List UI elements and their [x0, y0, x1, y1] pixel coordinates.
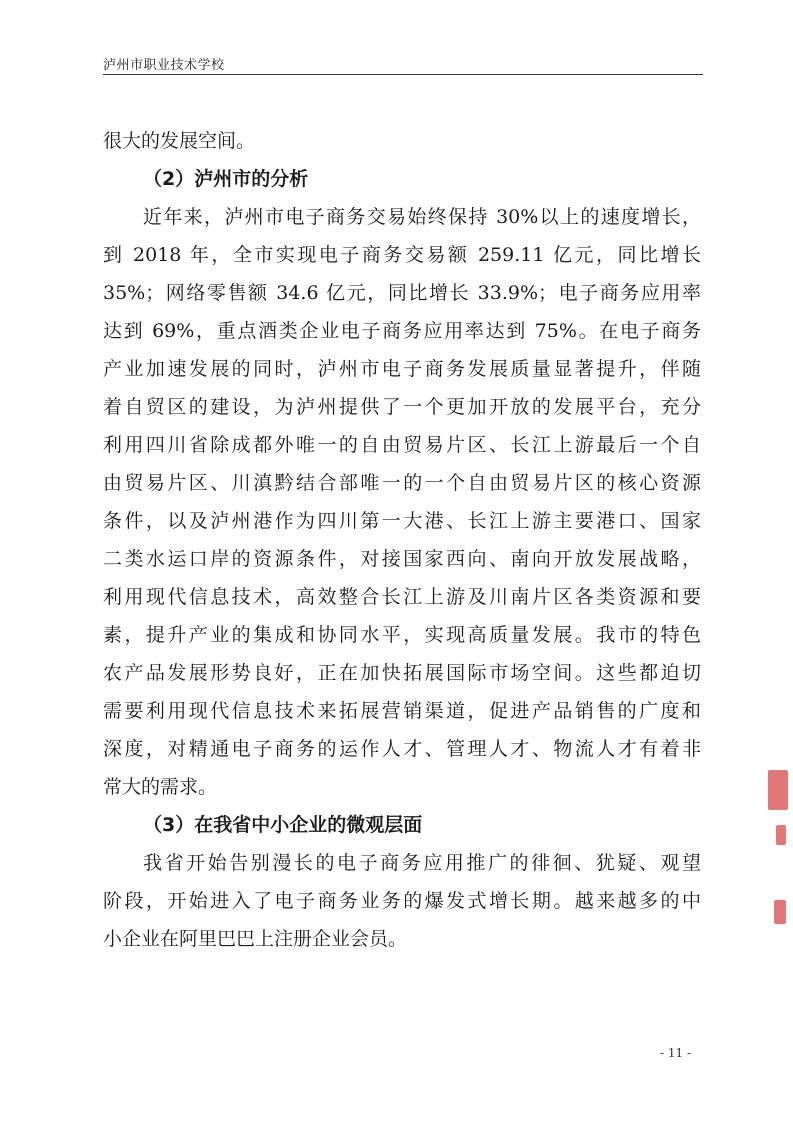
text-line: 素，提升产业的集成和协同水平，实现高质量发展。我市的特色 — [103, 624, 701, 646]
text-line: 很大的发展空间。 — [103, 130, 256, 152]
body-text — [103, 122, 701, 958]
text-line: 产业加速发展的同时，泸州市电子商务发展质量显著提升，伴随 — [103, 358, 701, 380]
stamp-edge-mark — [774, 900, 786, 924]
text-line: 到 2018 年，全市实现电子商务交易额 259.11 亿元，同比增长 — [103, 244, 701, 266]
header-rule — [103, 74, 703, 75]
text-line: 阶段，开始进入了电子商务业务的爆发式增长期。越来越多的中 — [103, 890, 701, 912]
text-line: 35%；网络零售额 34.6 亿元，同比增长 33.9%；电子商务应用率 — [103, 282, 701, 304]
text-line: 条件，以及泸州港作为四川第一大港、长江上游主要港口、国家 — [103, 510, 701, 532]
text-line: 达到 69%，重点酒类企业电子商务应用率达到 75%。在电子商务 — [103, 320, 701, 342]
header-school-name: 泸州市职业技术学校 — [103, 58, 225, 73]
text-line: 利用四川省除成都外唯一的自由贸易片区、长江上游最后一个自 — [103, 434, 701, 456]
text-line: 常大的需求。 — [103, 776, 218, 798]
stamp-edge-mark — [768, 770, 788, 810]
text-line: 近年来，泸州市电子商务交易始终保持 30%以上的速度增长， — [143, 206, 701, 228]
text-line: 由贸易片区、川滇黔结合部唯一的一个自由贸易片区的核心资源 — [103, 472, 701, 494]
text-line: 二类水运口岸的资源条件，对接国家西向、南向开放发展战略， — [103, 548, 701, 570]
section-heading-3: （3）在我省中小企业的微观层面 — [143, 814, 423, 836]
text-line: 我省开始告别漫长的电子商务应用推广的徘徊、犹疑、观望 — [143, 852, 701, 874]
text-line: 需要利用现代信息技术来拓展营销渠道，促进产品销售的广度和 — [103, 700, 701, 722]
text-line: 深度，对精通电子商务的运作人才、管理人才、物流人才有着非 — [103, 738, 701, 760]
text-line: 农产品发展形势良好，正在加快拓展国际市场空间。这些都迫切 — [103, 662, 701, 684]
text-line: 着自贸区的建设，为泸州提供了一个更加开放的发展平台，充分 — [103, 396, 701, 418]
page-number: - 11 - — [660, 1046, 692, 1060]
section-heading-2: （2）泸州市的分析 — [143, 168, 309, 190]
text-line: 利用现代信息技术，高效整合长江上游及川南片区各类资源和要 — [103, 586, 701, 608]
stamp-edge-mark — [776, 825, 786, 845]
text-line: 小企业在阿里巴巴上注册企业会员。 — [103, 928, 408, 950]
